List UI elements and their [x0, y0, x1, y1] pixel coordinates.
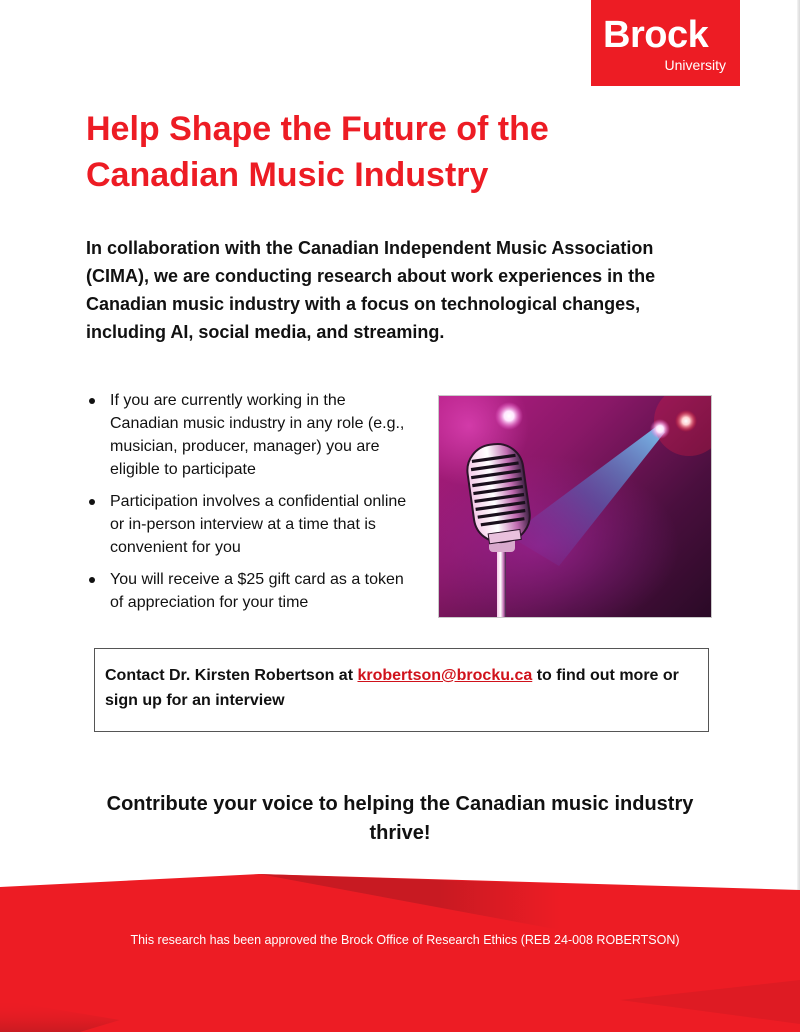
microphone-stage-image: [438, 395, 712, 618]
logo-brand: Brock: [603, 14, 709, 56]
list-item: [86, 389, 416, 481]
contact-prefix: Contact Dr. Kirsten Robertson at: [105, 667, 358, 684]
eligibility-list: [86, 389, 416, 623]
title-line-1: Help Shape the Future of the: [86, 110, 549, 148]
list-item-text: If you are currently working in the Canadian music industry in any role (e.g., musician, producer, manager) you are eligible to participate: [110, 392, 405, 478]
ethics-approval-text: This research has been approved the Brock Office of Research Ethics (REB 24-008 ROBERTSON): [130, 933, 680, 947]
intro-paragraph: In collaboration with the Canadian Independent Music Association (CIMA), we are conducting research about work experiences in the Canadian music industry with a focus on technological changes, including AI, social media, and streaming.: [86, 238, 656, 342]
contact-suffix: to find out more or sign up for an interview: [105, 667, 679, 709]
bullet-icon: [89, 577, 95, 583]
cta-text: Contribute your voice to helping the Canadian music industry thrive!: [106, 793, 694, 844]
page-title: [86, 106, 686, 198]
list-item-text: Participation involves a confidential online or in-person interview at a time that is convenient for you: [110, 493, 407, 556]
contact-email-link[interactable]: krobertson@brocku.ca: [357, 667, 533, 684]
microphone-icon: [439, 396, 712, 618]
call-to-action: [0, 790, 800, 848]
list-item-text: You will receive a $25 gift card as a token of appreciation for your time: [110, 571, 404, 611]
bullet-icon: [89, 499, 95, 505]
title-line-2: Canadian Music Industry: [86, 156, 489, 194]
logo-subtitle: University: [664, 57, 726, 73]
list-item: [86, 490, 416, 559]
bullet-icon: [89, 398, 95, 404]
brock-university-logo: [591, 0, 740, 86]
list-item: [86, 568, 416, 614]
contact-box: [94, 648, 709, 732]
